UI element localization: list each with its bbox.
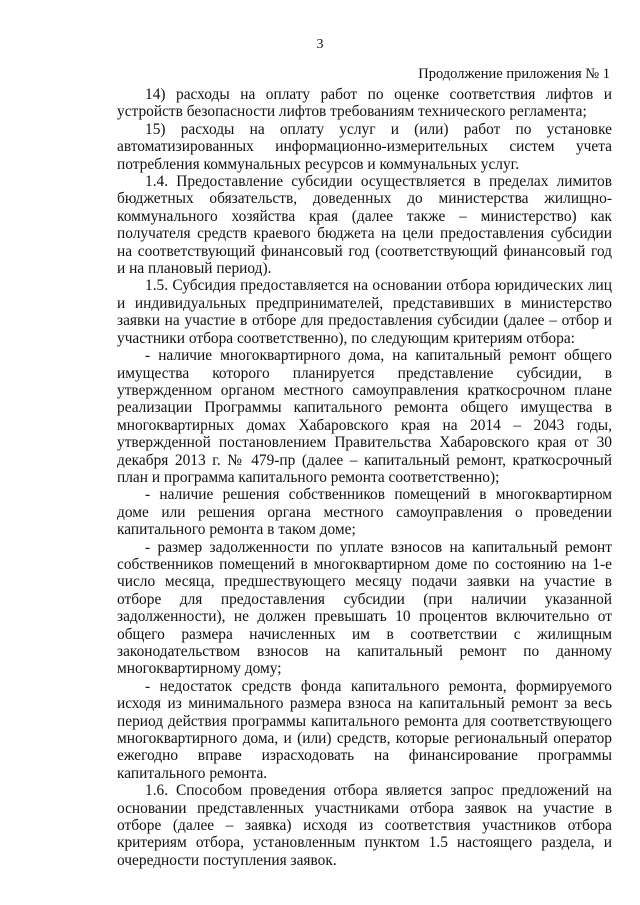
criterion-debt-limit: - размер задолженности по уплате взносов на капитальный ремонт собственников помещений в многоквартирном доме по состоянию на 1-е число месяца, предшествующего месяцу подачи заявки на участие в отборе для предоставления субсидии (при наличии указанной задолженности), не должен превышать 10 процентов включительно от общего размера начисленных им в соответствии с жилищным законодательством взносов на капитальный ремонт по данному многоквартирному дому;	[117, 538, 612, 678]
document-body	[117, 86, 612, 869]
paragraph-item-15: 15) расходы на оплату услуг и (или) работ по установке автоматизированных информационно-измерительных систем учета потребления коммунальных ресурсов и коммунальных услуг.	[117, 120, 612, 173]
criterion-owners-decision: - наличие решения собственников помещений в многоквартирном доме или решения органа местного самоуправления о проведении капитального ремонта в таком доме;	[117, 486, 612, 539]
paragraph-item-14: 14) расходы на оплату работ по оценке соответствия лифтов и устройств безопасности лифтов требованиям технического регламента;	[117, 86, 612, 121]
appendix-continuation-note: Продолжение приложения № 1	[418, 66, 610, 82]
paragraph-1-5: 1.5. Субсидия предоставляется на основании отбора юридических лиц и индивидуальных предпринимателей, представивших в министерство заявки на участие в отборе для предоставления субсидии (далее – отбор и участники отбора соответственно), по следующим критериям отбора:	[117, 277, 612, 347]
page-number: 3	[316, 37, 324, 52]
criterion-fund-shortage: - недостаток средств фонда капитального ремонта, формируемого исходя из минимального размера взноса на капитальный ремонт за весь период действия программы капитального ремонта для соответствующего многоквартирного дома, и (или) средств, которые региональный оператор ежегодно вправе израсходовать на финансирование программы капитального ремонта.	[117, 677, 612, 782]
paragraph-1-6: 1.6. Способом проведения отбора является запрос предложений на основании представленных участниками отбора заявок на участие в отборе (далее – заявка) исходя из соответствия участников отбора критериям отбора, установленным пунктом 1.5 настоящего раздела, и очередности поступления заявок.	[117, 782, 612, 869]
criterion-short-term-plan: - наличие многоквартирного дома, на капитальный ремонт общего имущества которого планируется представление субсидии, в утвержденном органом местного самоуправления краткосрочном плане реализации Программы капитального ремонта общего имущества в многоквартирных домах Хабаровского края на 2014 – 2043 годы, утвержденной постановлением Правительства Хабаровского края от 30 декабря 2013 г. № 479-пр (далее – капитальный ремонт, краткосрочный план и программа капитального ремонта соответственно);	[117, 347, 612, 486]
paragraph-1-4: 1.4. Предоставление субсидии осуществляется в пределах лимитов бюджетных обязательств, доведенных до министерства жилищно-коммунального хозяйства края (далее также – министерство) как получателя средств краевого бюджета на цели предоставления субсидии на соответствующий финансовый год (соответствующий финансовый год и на плановый период).	[117, 173, 612, 278]
